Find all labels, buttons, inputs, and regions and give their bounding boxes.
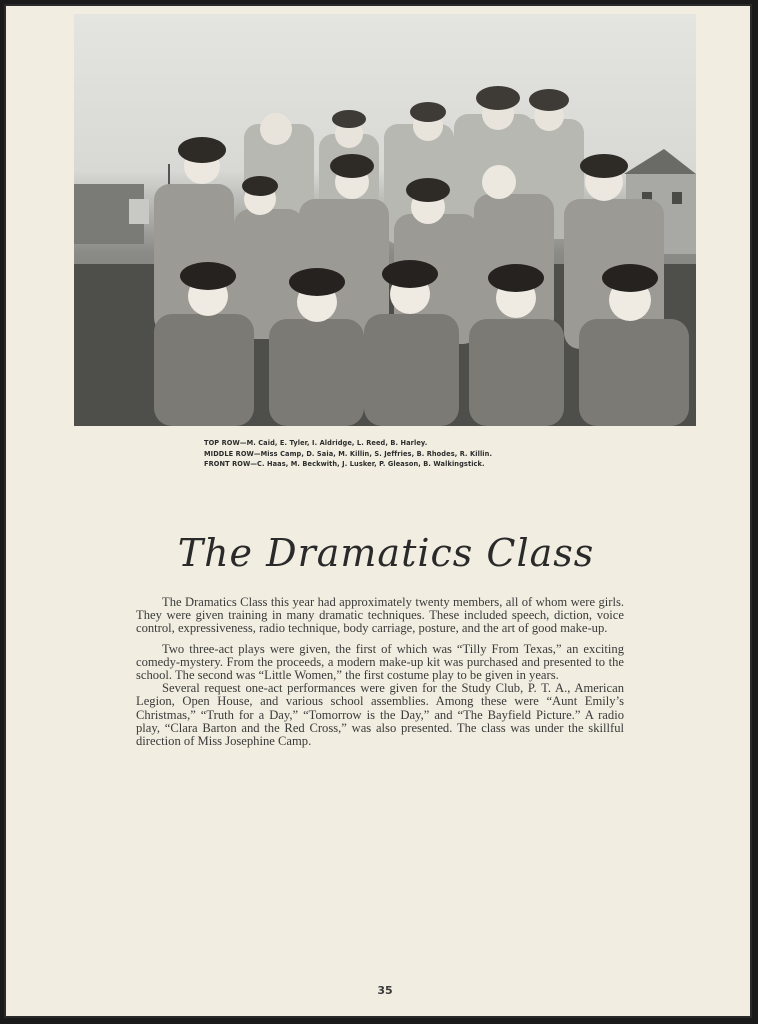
caption-front-row: FRONT ROW—C. Haas, M. Beckwith, J. Lusker, P. Gleason, B. Walkingstick. [204, 460, 485, 468]
photo-caption [204, 438, 624, 470]
article-body [136, 596, 624, 755]
yearbook-page [4, 4, 752, 1018]
page-title: The Dramatics Class [177, 531, 595, 575]
photo-illustration [74, 14, 696, 426]
caption-top-row: TOP ROW—M. Caid, E. Tyler, I. Aldridge, L. Reed, B. Harley. [204, 439, 428, 447]
caption-middle-row: MIDDLE ROW—Miss Camp, D. Saia, M. Killin, S. Jeffries, B. Rhodes, R. Killin. [204, 449, 493, 458]
page-number: 35 [377, 984, 393, 997]
class-group-photo [74, 14, 696, 426]
paragraph-3: Several request one-act performances were given for the Study Club, P. T. A., American Legion, Open House, and various school assemblies. Among these were “Aunt Emily’s Christmas,” “Truth for a Day,” “Tomorrow is the Day,” and “The Bayfield Picture.” A radio play, “Clara Barton and the Red Cross,” was also presented. The class was under the skillful direction of Miss Josephine Camp. [136, 681, 624, 749]
paragraph-1: The Dramatics Class this year had approximately twenty members, all of whom were girls. They were given training in many dramatic techniques. These included speech, diction, voice control, expressiveness, radio technique, body carriage, posture, and the art of good make-up. [136, 595, 624, 636]
paragraph-2: Two three-act plays were given, the first of which was “Tilly From Texas,” an exciting comedy-mystery. From the proceeds, a modern make-up kit was purchased and presented to the school. The second was “Little Women,” the first costume play to be given in years. [136, 641, 624, 683]
